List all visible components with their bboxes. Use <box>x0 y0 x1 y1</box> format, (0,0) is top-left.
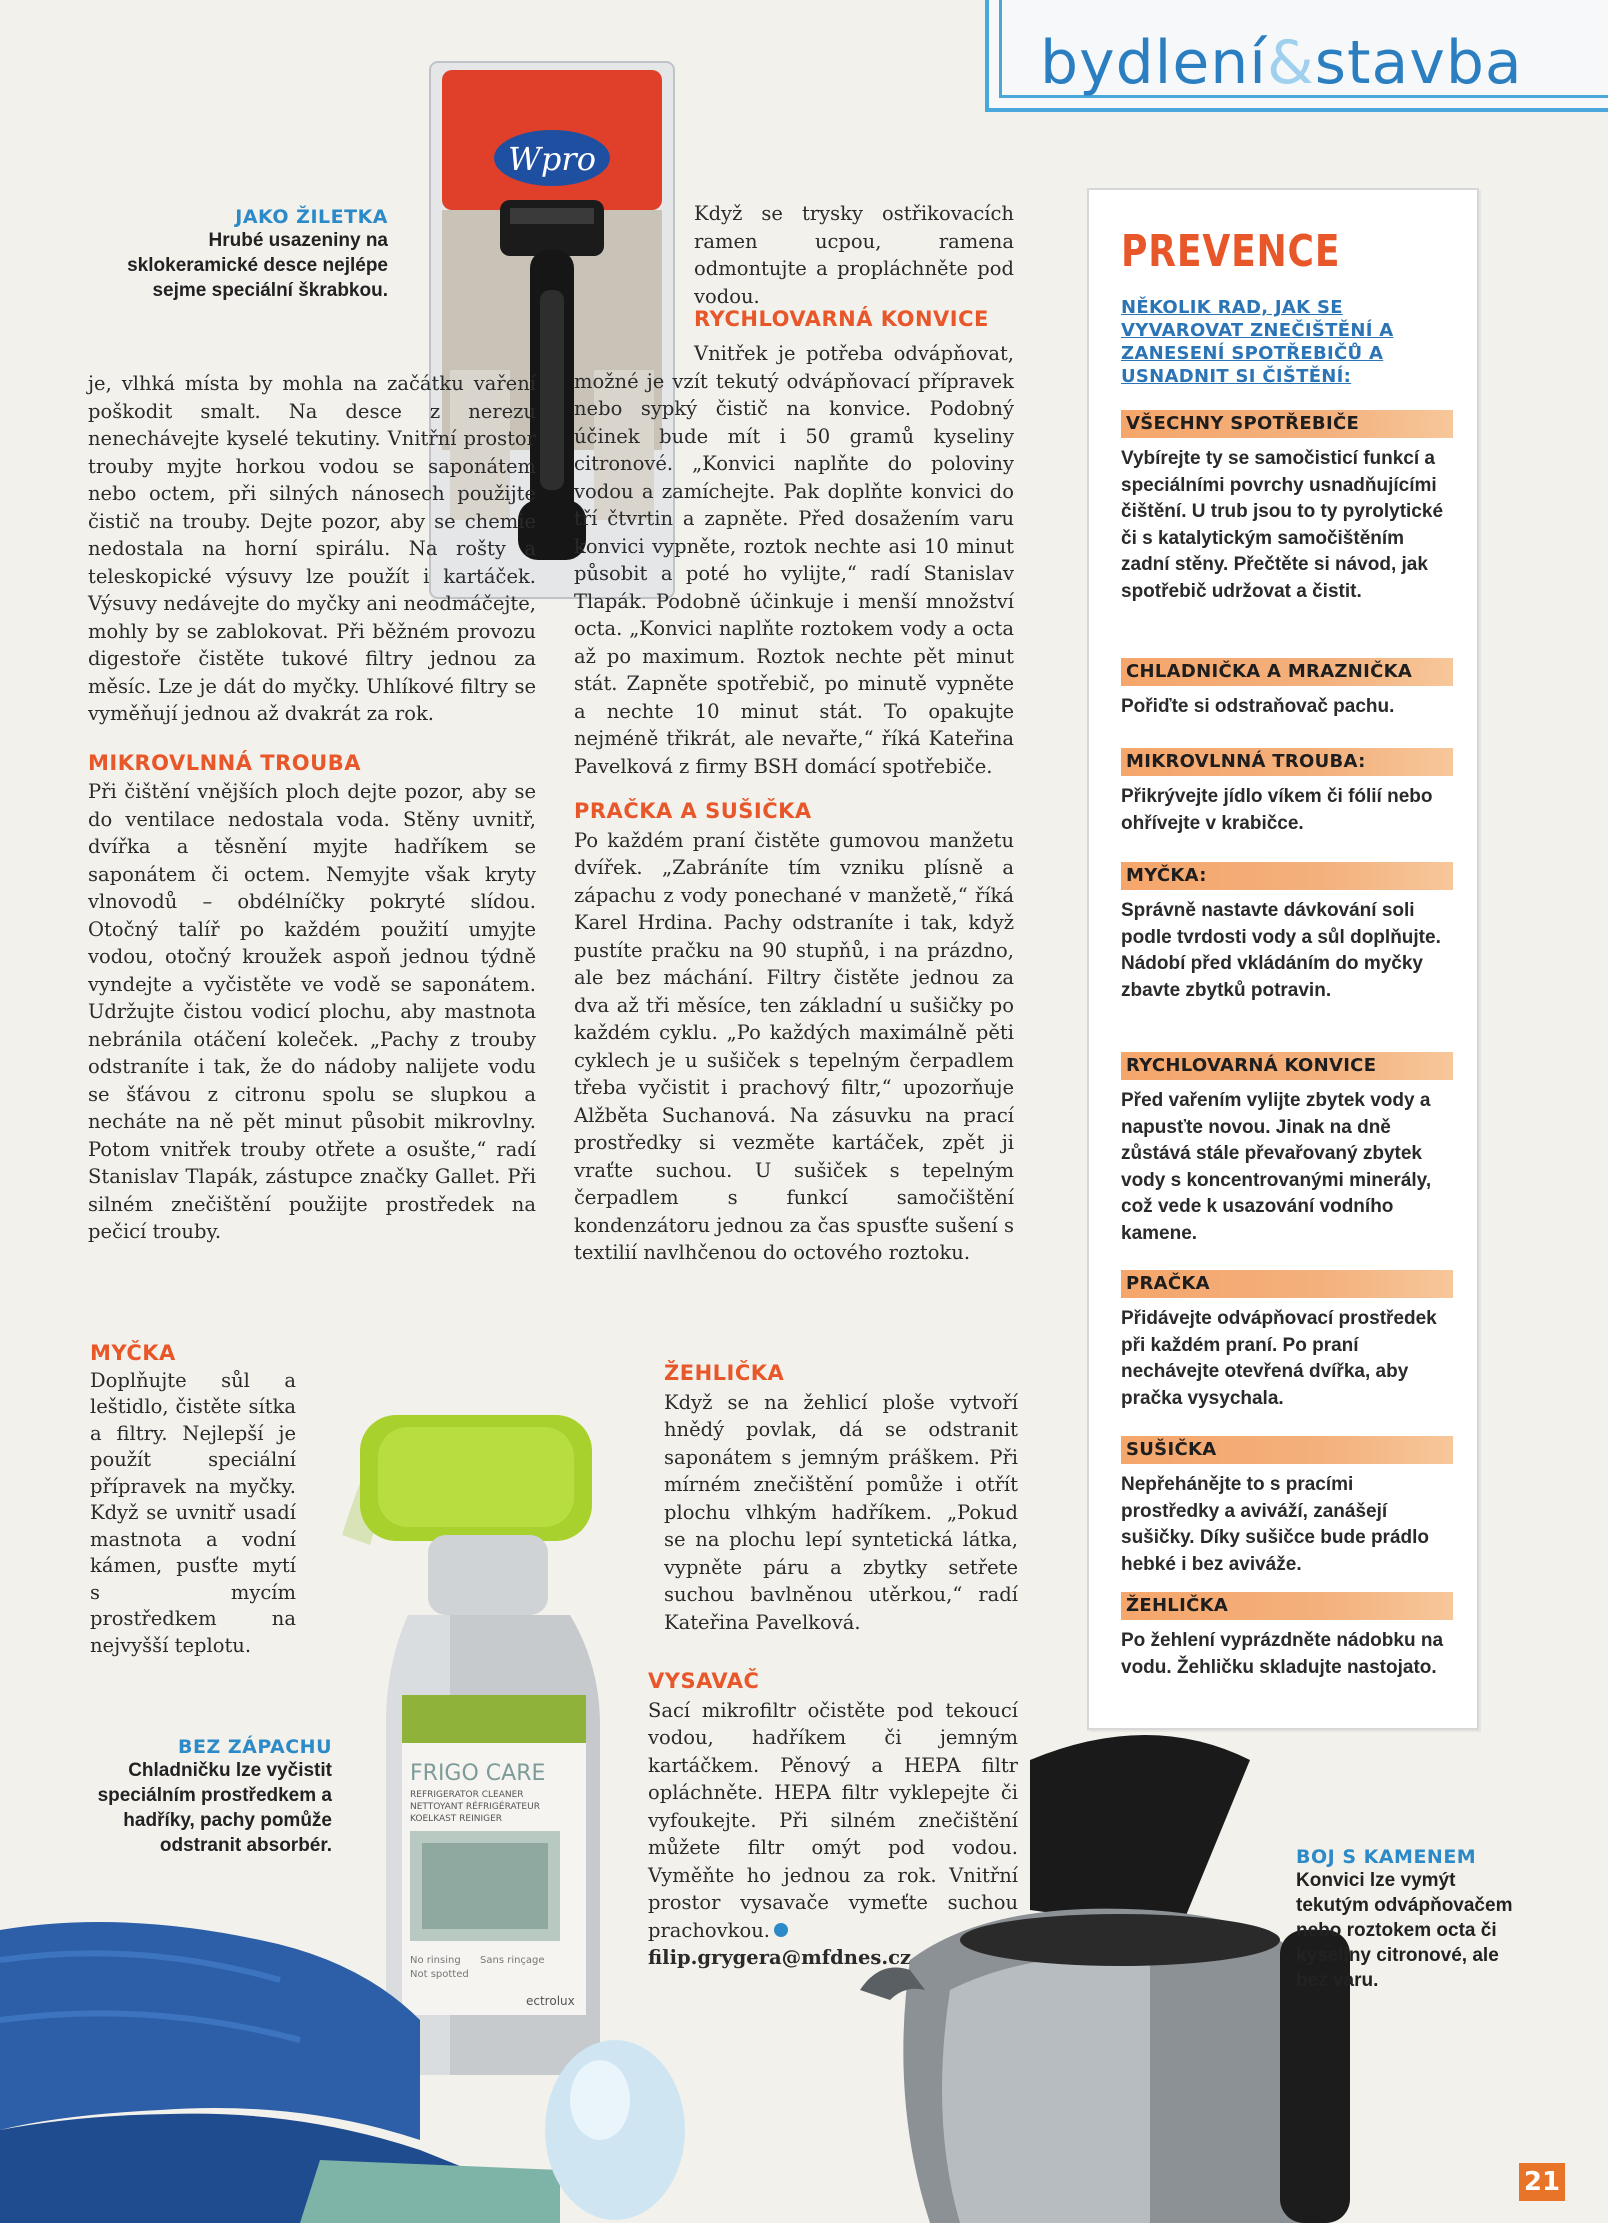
sidebar-section-microwave <box>1121 748 1453 837</box>
iron-heading: ŽEHLIČKA <box>664 1361 785 1385</box>
spray-brand-label: ectrolux <box>526 1994 575 2008</box>
sidebar-section-kettle <box>1121 1052 1453 1247</box>
spray-subtitle-2: NETTOYANT RÉFRIGÉRATEUR <box>410 1802 540 1812</box>
dishwasher-text: Doplňujte sůl a leštidlo, čistěte sítka a filtry. Nejlepší je použít speciální přípravek na myčky. Když se uvnitř usadí mastnota a vodní kámen, pusťte mytí s mycím prostředkem na nejvyšší teplotu. <box>90 1368 296 1657</box>
end-bullet-icon <box>774 1923 788 1937</box>
sidebar-text: Vybírejte ty se samočisticí funkcí a speciálními povrchy usnadňujícími čištění. U trub jsou to ty pyrolytické či s katalytickým samočištěním zadní stěny. Přečtěte si návod, jak spotřebič udržovat a čistit. <box>1121 448 1444 602</box>
scraper-brand-label: Wpro <box>508 140 596 178</box>
kettle-caption-text: Konvici lze vymýt tekutým odvápňovačem nebo roztokem octa či kyseliny citronové, ale bez varu. <box>1296 1870 1513 1991</box>
microwave-text: Při čištění vnějších ploch dejte pozor, aby se do ventilace nedostala voda. Stěny uvnitř, dvířka a těsnění myjte hadříkem se saponátem či octem. Nemyjte však kryty vlnovodů – obdélníčky pokryté slídou. Otočný talíř po každém použití umyjte vodou, otočný kroužek aspoň jednou týdně vyndejte a vyčistěte ve vodě se saponátem. Udržujte čistou vodicí plochu, aby mastnota nebránila otáčení koleček. „Pachy z trouby odstraníte i tak, že do nádoby nalijete vodu se šťávou z citronu spolu se slupkou a necháte na ně pět minut působit mikrovlny. Potom vnitřek trouby otřete a osušte,“ radí Stanislav Tlapák, zástupce značky Gallet. Při silném znečištění použijte prostředek na pečicí trouby. <box>88 780 536 1243</box>
odour-absorber-image <box>540 2010 690 2223</box>
dishwasher-heading: MYČKA <box>90 1341 176 1365</box>
sidebar-heading: CHLADNIČKA A MRAZNIČKA <box>1121 658 1453 686</box>
brand-word-left: bydlení <box>1040 28 1267 98</box>
section-brand <box>1040 28 1523 98</box>
brand-ampersand: & <box>1266 28 1315 98</box>
sidebar-section-all-appliances <box>1121 410 1453 605</box>
fridge-caption-text: Chladničku lze vyčistit speciálním prostředkem a hadříky, pachy pomůže odstranit absorbér. <box>97 1760 332 1856</box>
spray-feature-3: Not spotted <box>410 1969 469 1980</box>
electric-kettle-image <box>850 1700 1370 2223</box>
article-column-1 <box>88 370 536 1246</box>
sidebar-heading: SUŠIČKA <box>1121 1436 1453 1464</box>
spray-subtitle-1: REFRIGERATOR CLEANER <box>410 1790 524 1800</box>
kettle-caption-title: BOJ S KAMENEM <box>1296 1846 1477 1868</box>
sidebar-text: Po žehlení vyprázdněte nádobku na vodu. Žehličku skladujte nastojato. <box>1121 1630 1444 1678</box>
scraper-caption <box>80 206 388 303</box>
sidebar-text: Správně nastavte dávkování soli podle tvrdosti vody a sůl doplňujte. Nádobí před vkládáním do myčky zbavte zbytků potravin. <box>1121 900 1441 1001</box>
kettle-heading: RYCHLOVARNÁ KONVICE <box>694 307 989 331</box>
spray-product-name: FRIGO CARE <box>410 1761 546 1786</box>
fridge-caption-title: BEZ ZÁPACHU <box>178 1736 332 1758</box>
iron-text: Když se na žehlicí ploše vytvoří hnědý povlak, dá se odstranit saponátem s jemným práškem. Při mírném znečištění pomůže i otřít plochu vlhkým hadříkem. „Pokud se na plochu lepí syntetická látka, vypněte páru a zbytky setřete suchou bavlněnou utěrkou,“ radí Kateřina Pavelková. <box>664 1390 1018 1634</box>
page-number: 21 <box>1519 2163 1565 2201</box>
sidebar-text: Přikrývejte jídlo víkem či fólií nebo ohřívejte v krabičce. <box>1121 786 1433 834</box>
sidebar-text: Nepřehánějte to s pracími prostředky a aviváží, zanášejí sušičky. Díky sušičce bude prádlo hebké i bez aviváže. <box>1121 1474 1429 1575</box>
spray-subtitle-3: KOELKAST REINIGER <box>410 1814 503 1824</box>
vacuum-text: Sací mikrofiltr očistěte pod tekoucí vodou, hadříkem či jemným kartáčkem. Pěnový a HEPA filtr opláchněte. HEPA filtr vyklepejte či vyfoukejte. Při silném znečištění můžete filtr omýt pod vodou. Vyměňte ho jednou za rok. Vnitřní prostor vysavače vymeťte suchou prachovkou. <box>648 1698 1018 1942</box>
sidebar-section-fridge <box>1121 658 1453 721</box>
washer-text: Po každém praní čistěte gumovou manžetu dvířek. „Zabráníte tím vzniku plísně a zápachu z vody ponechané v manžetě,“ říká Karel Hrdina. Pachy odstraníte i tak, když pustíte pračku na 90 stupňů, i na prázdno, ale bez máchání. Filtry čistěte jednou za dva až tři měsíce, ten základní u sušičky po každém cyklu. „Po každých maximálně pěti cyklech je u sušiček s tepelným čerpadlem třeba vyčistit i prachový filtr,“ upozorňuje Alžběta Suchanová. Na zásuvku na prací prostředky si vezměte kartáček, zpět ji vraťte suchou. U sušiček s tepelným čerpadlem s funkcí samočištění kondenzátoru jednou za čas spusťte sušení s textilií navlhčenou do octového roztoku. <box>574 828 1014 1264</box>
sidebar-heading: ŽEHLIČKA <box>1121 1592 1453 1620</box>
kettle-text: Vnitřek je potřeba odvápňovat, možné je vzít tekutý odvápňovací přípravek nebo sypký čistič na konvice. Podobný účinek bude mít i 50 gramů kyseliny citronové. „Konvici naplňte do poloviny vodou a zamíchejte. Pak doplňte konvici do tří čtvrtin a zapněte. Před dosažením varu konvici vypněte, roztok nechte asi 10 minut působit a poté ho vylijte,“ radí Stanislav Tlapák. Podobně účinkuje i menší množství octa. „Konvici naplňte roztokem vody a octa až po maximum. Roztok nechte pět minut stát. Zapněte spotřebič, po minutě vypněte a nechte 10 minut stát. To opakujte nejméně třikrát, ale nevařte,“ říká Kateřina Pavelková z firmy BSH domácí spotřebiče. <box>574 342 1014 778</box>
column-2-intro-text: Když se trysky ostřikovacích ramen ucpou, ramena odmontujte a propláchněte pod vodou. <box>694 202 1014 308</box>
kettle-heading-block <box>694 306 1014 335</box>
iron-section <box>664 1360 1018 1636</box>
vacuum-heading: VYSAVAČ <box>648 1669 760 1693</box>
sidebar-section-washer <box>1121 1270 1453 1412</box>
sidebar-heading: MIKROVLNNÁ TROUBA: <box>1121 748 1453 776</box>
column-1-intro-text: je, vlhká místa by mohla na začátku vaření poškodit smalt. Na desce z nerezu nenechávejte kyselé tekutiny. Vnitřní prostor trouby myjte horkou vodou se saponátem nebo octem, při silných nánosech použijte čistič na trouby. Dejte pozor, aby se chemie nedostala na horní spirálu. Na rošty a teleskopické výsuvy lze použít i kartáček. Výsuvy nedávejte do myčky ani neodmáčejte, mohly by se zablokovat. Při běžném provozu digestoře čistěte tukové filtry jednou za měsíc. Lze je dát do myčky. Uhlíkové filtry se vyměňují jednou až dvakrát za rok. <box>88 372 536 725</box>
kettle-caption <box>1296 1846 1526 1993</box>
sidebar-text: Před vařením vylijte zbytek vody a napusťte novou. Jinak na dně zůstává stále převařovaný zbytek vody s koncentrovanými minerály, což vede k usazování vodního kamene. <box>1121 1090 1432 1244</box>
scraper-caption-title: JAKO ŽILETKA <box>235 206 388 228</box>
brand-word-right: stavba <box>1314 28 1523 98</box>
sidebar-section-dishwasher <box>1121 862 1453 1004</box>
dishwasher-section <box>90 1340 296 1659</box>
sidebar-title: PREVENCE <box>1121 226 1341 277</box>
sidebar-heading: VŠECHNY SPOTŘEBIČE <box>1121 410 1453 438</box>
microwave-heading: MIKROVLNNÁ TROUBA <box>88 750 361 775</box>
author-email: filip.grygera@mfdnes.cz <box>648 1946 912 1969</box>
sidebar-section-iron <box>1121 1592 1453 1681</box>
sidebar-heading: PRAČKA <box>1121 1270 1453 1298</box>
sidebar-heading: MYČKA: <box>1121 862 1453 890</box>
sidebar-section-dryer <box>1121 1436 1453 1578</box>
sidebar-text: Přidávejte odvápňovací prostředek při každém praní. Po praní nechávejte otevřená dvířka, aby pračka vysychala. <box>1121 1308 1437 1409</box>
fridge-caption <box>92 1736 332 1858</box>
scraper-caption-text: Hrubé usazeniny na sklokeramické desce nejlépe sejme speciální škrabkou. <box>127 230 388 301</box>
washer-heading: PRAČKA A SUŠIČKA <box>574 799 812 823</box>
sidebar-text: Pořiďte si odstraňovač pachu. <box>1121 696 1395 717</box>
spray-feature-1: No rinsing <box>410 1955 461 1966</box>
kettle-section <box>574 340 1014 1267</box>
sidebar-heading: RYCHLOVARNÁ KONVICE <box>1121 1052 1453 1080</box>
spray-feature-2: Sans rinçage <box>480 1955 545 1966</box>
blue-cleaning-cloth-image <box>0 1900 560 2223</box>
sidebar-intro: NĚKOLIK RAD, JAK SE VYVAROVAT ZNEČIŠTĚNÍ A ZANESENÍ SPOTŘEBIČŮ A USNADNIT SI ČIŠTĚNÍ: <box>1121 297 1394 387</box>
article-column-2 <box>574 200 1014 310</box>
